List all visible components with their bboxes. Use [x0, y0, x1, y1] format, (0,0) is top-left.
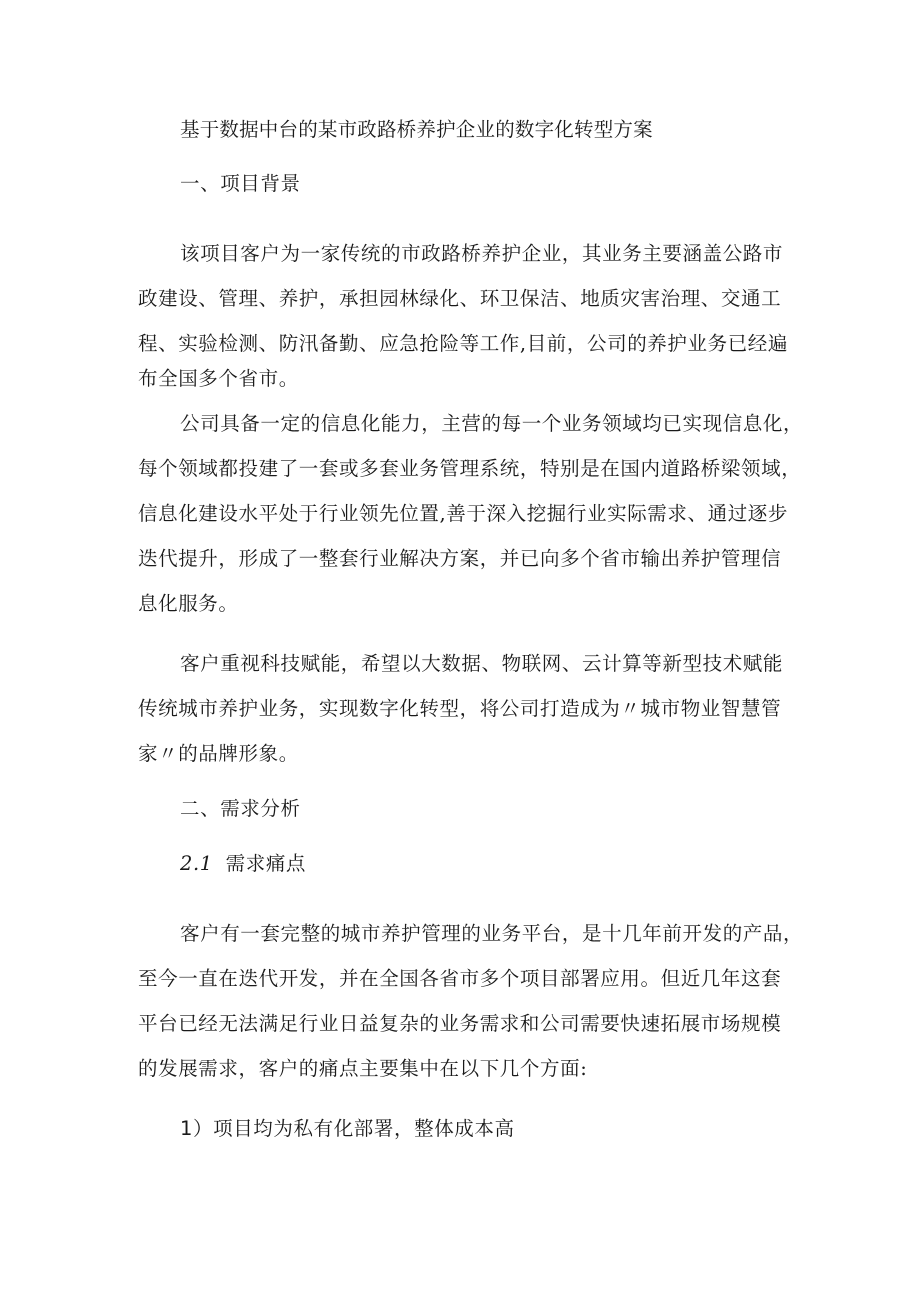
subsection-heading: [180, 854, 306, 874]
paragraph-line: 客户重视科技赋能，希望以大数据、物联网、云计算等新型技术赋能: [180, 652, 784, 675]
paragraph-line: 信息化建设水平处于行业领先位置,善于深入挖掘行业实际需求、通过逐步: [138, 502, 788, 525]
paragraph-line: 迭代提升，形成了一整套行业解决方案，并已向多个省市输出养护管理信: [138, 547, 782, 570]
section-heading-background: 一、项目背景: [180, 172, 301, 195]
paragraph-line: 息化服务。: [138, 592, 239, 615]
paragraph-line: 家〃的品牌形象。: [138, 742, 299, 765]
document-title: 基于数据中台的某市政路桥养护企业的数字化转型方案: [180, 118, 653, 141]
paragraph-line: 布全国多个省市。: [138, 367, 299, 390]
subsection-number: 2.1: [180, 852, 213, 875]
section-heading-requirements: 二、需求分析: [180, 797, 301, 820]
list-item: 1）项目均为私有化部署，整体成本高: [180, 1117, 515, 1140]
paragraph-line: 平台已经无法满足行业日益复杂的业务需求和公司需要快速拓展市场规模: [138, 1012, 782, 1035]
paragraph-line: 该项目客户为一家传统的市政路桥养护企业，其业务主要涵盖公路市: [180, 242, 784, 265]
subsection-title: 需求痛点: [225, 852, 307, 875]
paragraph-line: 客户有一套完整的城市养护管理的业务平台，是十几年前开发的产品，: [180, 922, 804, 945]
paragraph-line: 政建设、管理、养护，承担园林绿化、环卫保洁、地质灾害治理、交通工: [138, 287, 782, 310]
paragraph-line: 的发展需求，客户的痛点主要集中在以下几个方面:: [138, 1057, 588, 1080]
paragraph-line: 公司具备一定的信息化能力，主营的每一个业务领域均已实现信息化，: [180, 412, 804, 435]
paragraph-line: 每个领域都投建了一套或多套业务管理系统，特别是在国内道路桥梁领域，: [138, 457, 802, 480]
paragraph-line: 至今一直在迭代开发，并在全国各省市多个项目部署应用。但近几年这套: [138, 967, 782, 990]
paragraph-line: 传统城市养护业务，实现数字化转型，将公司打造成为〃城市物业智慧管: [138, 697, 782, 720]
paragraph-line: 程、实验检测、防汛备勤、应急抢险等工作,目前，公司的养护业务已经遍: [138, 332, 788, 355]
